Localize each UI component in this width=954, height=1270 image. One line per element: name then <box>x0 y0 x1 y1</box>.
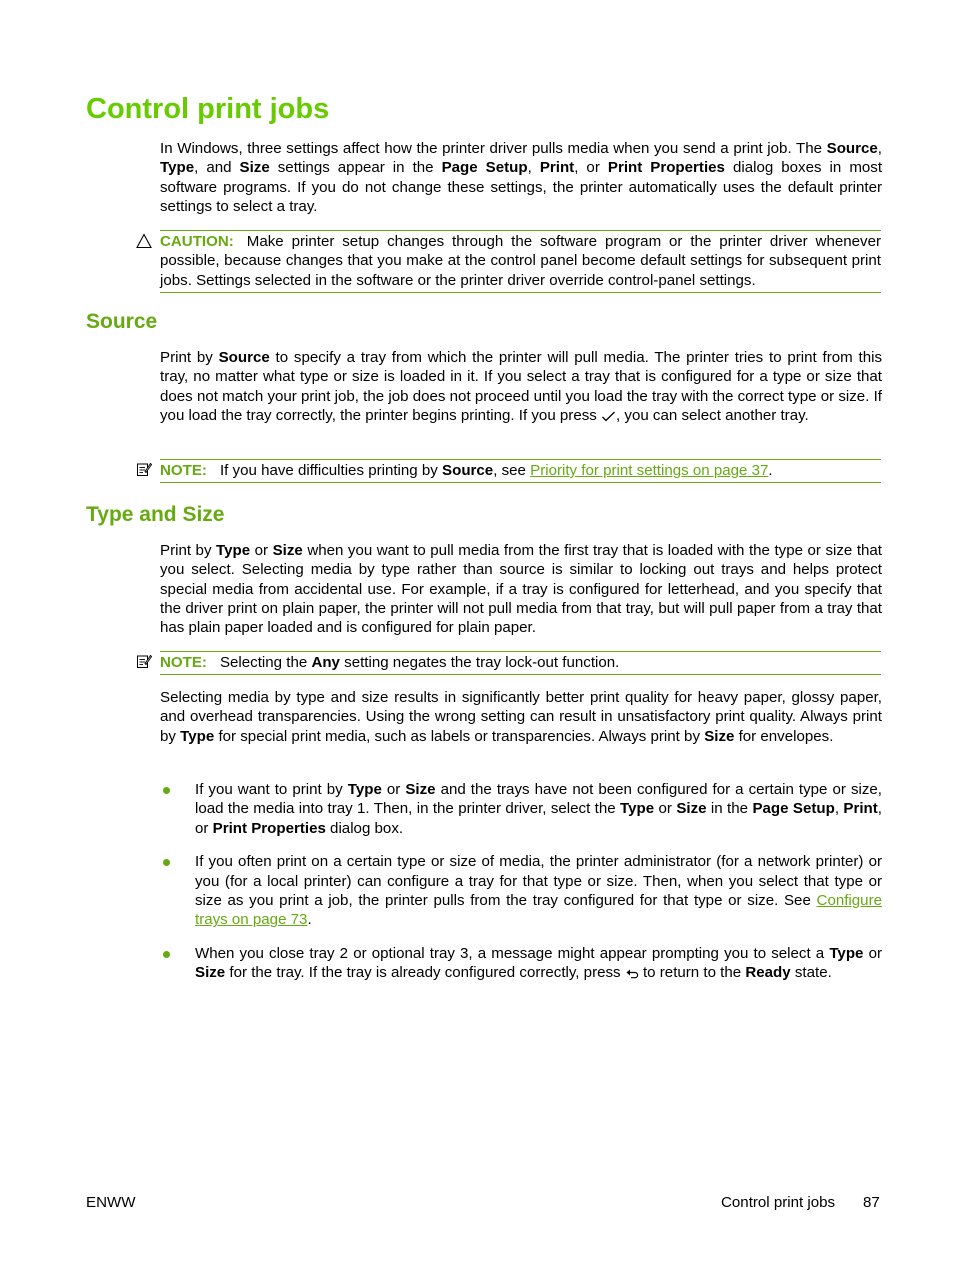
list-item: If you often print on a certain type or size of media, the printer administrator (for a network printer) or you (for a local printer) can configure a tray for that type or size. Then, when you select that type or size as you print a job, the printer pulls from the tray configured for that type or size. See Configure trays on page 73. <box>160 852 882 929</box>
caution-callout <box>160 230 881 293</box>
intro-paragraph: In Windows, three settings affect how the printer driver pulls media when you send a print job. The Source, Type, and Size settings appear in the Page Setup, Print, or Print Properties dialog boxes in most software programs. If you do not change these settings, the printer automatically uses the default printer settings to select a tray. <box>160 140 883 215</box>
bullet-list <box>160 780 882 997</box>
caution-triangle-icon <box>136 233 152 249</box>
note-pencil-icon <box>136 653 152 669</box>
caution-text: Make printer setup changes through the software program or the printer driver whenever possible, because changes that you make at the control panel become default settings for subsequent print jobs. Settings selected in the software or the printer driver override control-panel settings. <box>160 233 881 289</box>
configure-trays-link[interactable]: Configure trays on page 73 <box>195 891 882 929</box>
bullet-dot-icon <box>163 859 170 866</box>
note-label: NOTE: <box>160 462 207 479</box>
source-note-callout: NOTE: If you have difficulties printing by Source, see Priority for print settings on page 37. <box>160 459 881 483</box>
section-heading-type-and-size: Type and Size <box>86 503 225 526</box>
caution-label: CAUTION: <box>160 233 234 250</box>
list-item: When you close tray 2 or optional tray 3, a message might appear prompting you to select a Type or Size for the tray. If the tray is already configured correctly, press to return to the Ready state. <box>160 944 882 983</box>
back-arrow-icon <box>625 967 639 979</box>
type-size-paragraph-2: Selecting media by type and size results in significantly better print quality for heavy paper, glossy paper, and overhead transparencies. Using the wrong setting can result in unsatisfactory print quality. Always print by Type for special print media, such as labels or transparencies. Always print by Size for envelopes. <box>160 689 882 745</box>
footer-left: ENWW <box>86 1194 136 1211</box>
priority-settings-link[interactable]: Priority for print settings on page 37 <box>530 462 769 479</box>
checkmark-icon <box>601 410 616 422</box>
note-label: NOTE: <box>160 654 207 671</box>
list-item: If you want to print by Type or Size and the trays have not been configured for a certain type or size, load the media into tray 1. Then, in the printer driver, select the Type or Size in the Page Setup, Print, or Print Properties dialog box. <box>160 780 882 838</box>
page-title: Control print jobs <box>86 93 330 125</box>
source-paragraph: Print by Source to specify a tray from which the printer will pull media. The printer tries to print from this tray, no matter what type or size is loaded in it. If you select a tray that is configured for a type or size that does not match your print job, the job does not proceed until you load the tray with the correct type or size. If you load the tray correctly, the printer begins printing. If you press , you can select another tray. <box>160 349 882 424</box>
type-size-note-callout: NOTE: Selecting the Any setting negates the tray lock-out function. <box>160 651 881 675</box>
note-pencil-icon <box>136 461 152 477</box>
section-heading-source: Source <box>86 310 158 333</box>
page-number: 87 <box>863 1194 880 1211</box>
type-size-paragraph-1: Print by Type or Size when you want to pull media from the first tray that is loaded with the type or size that you select. Selecting media by type rather than source is similar to locking out trays and helps protect special media from accidental use. For example, if a tray is configured for letterhead, and you specify that the driver print on plain paper, the printer will not pull media from that tray, but will pull paper from a tray that has plain paper loaded and is configured for plain paper. <box>160 542 882 637</box>
bullet-dot-icon <box>163 787 170 794</box>
footer-chapter-title: Control print jobs <box>721 1194 836 1211</box>
bullet-dot-icon <box>163 951 170 958</box>
